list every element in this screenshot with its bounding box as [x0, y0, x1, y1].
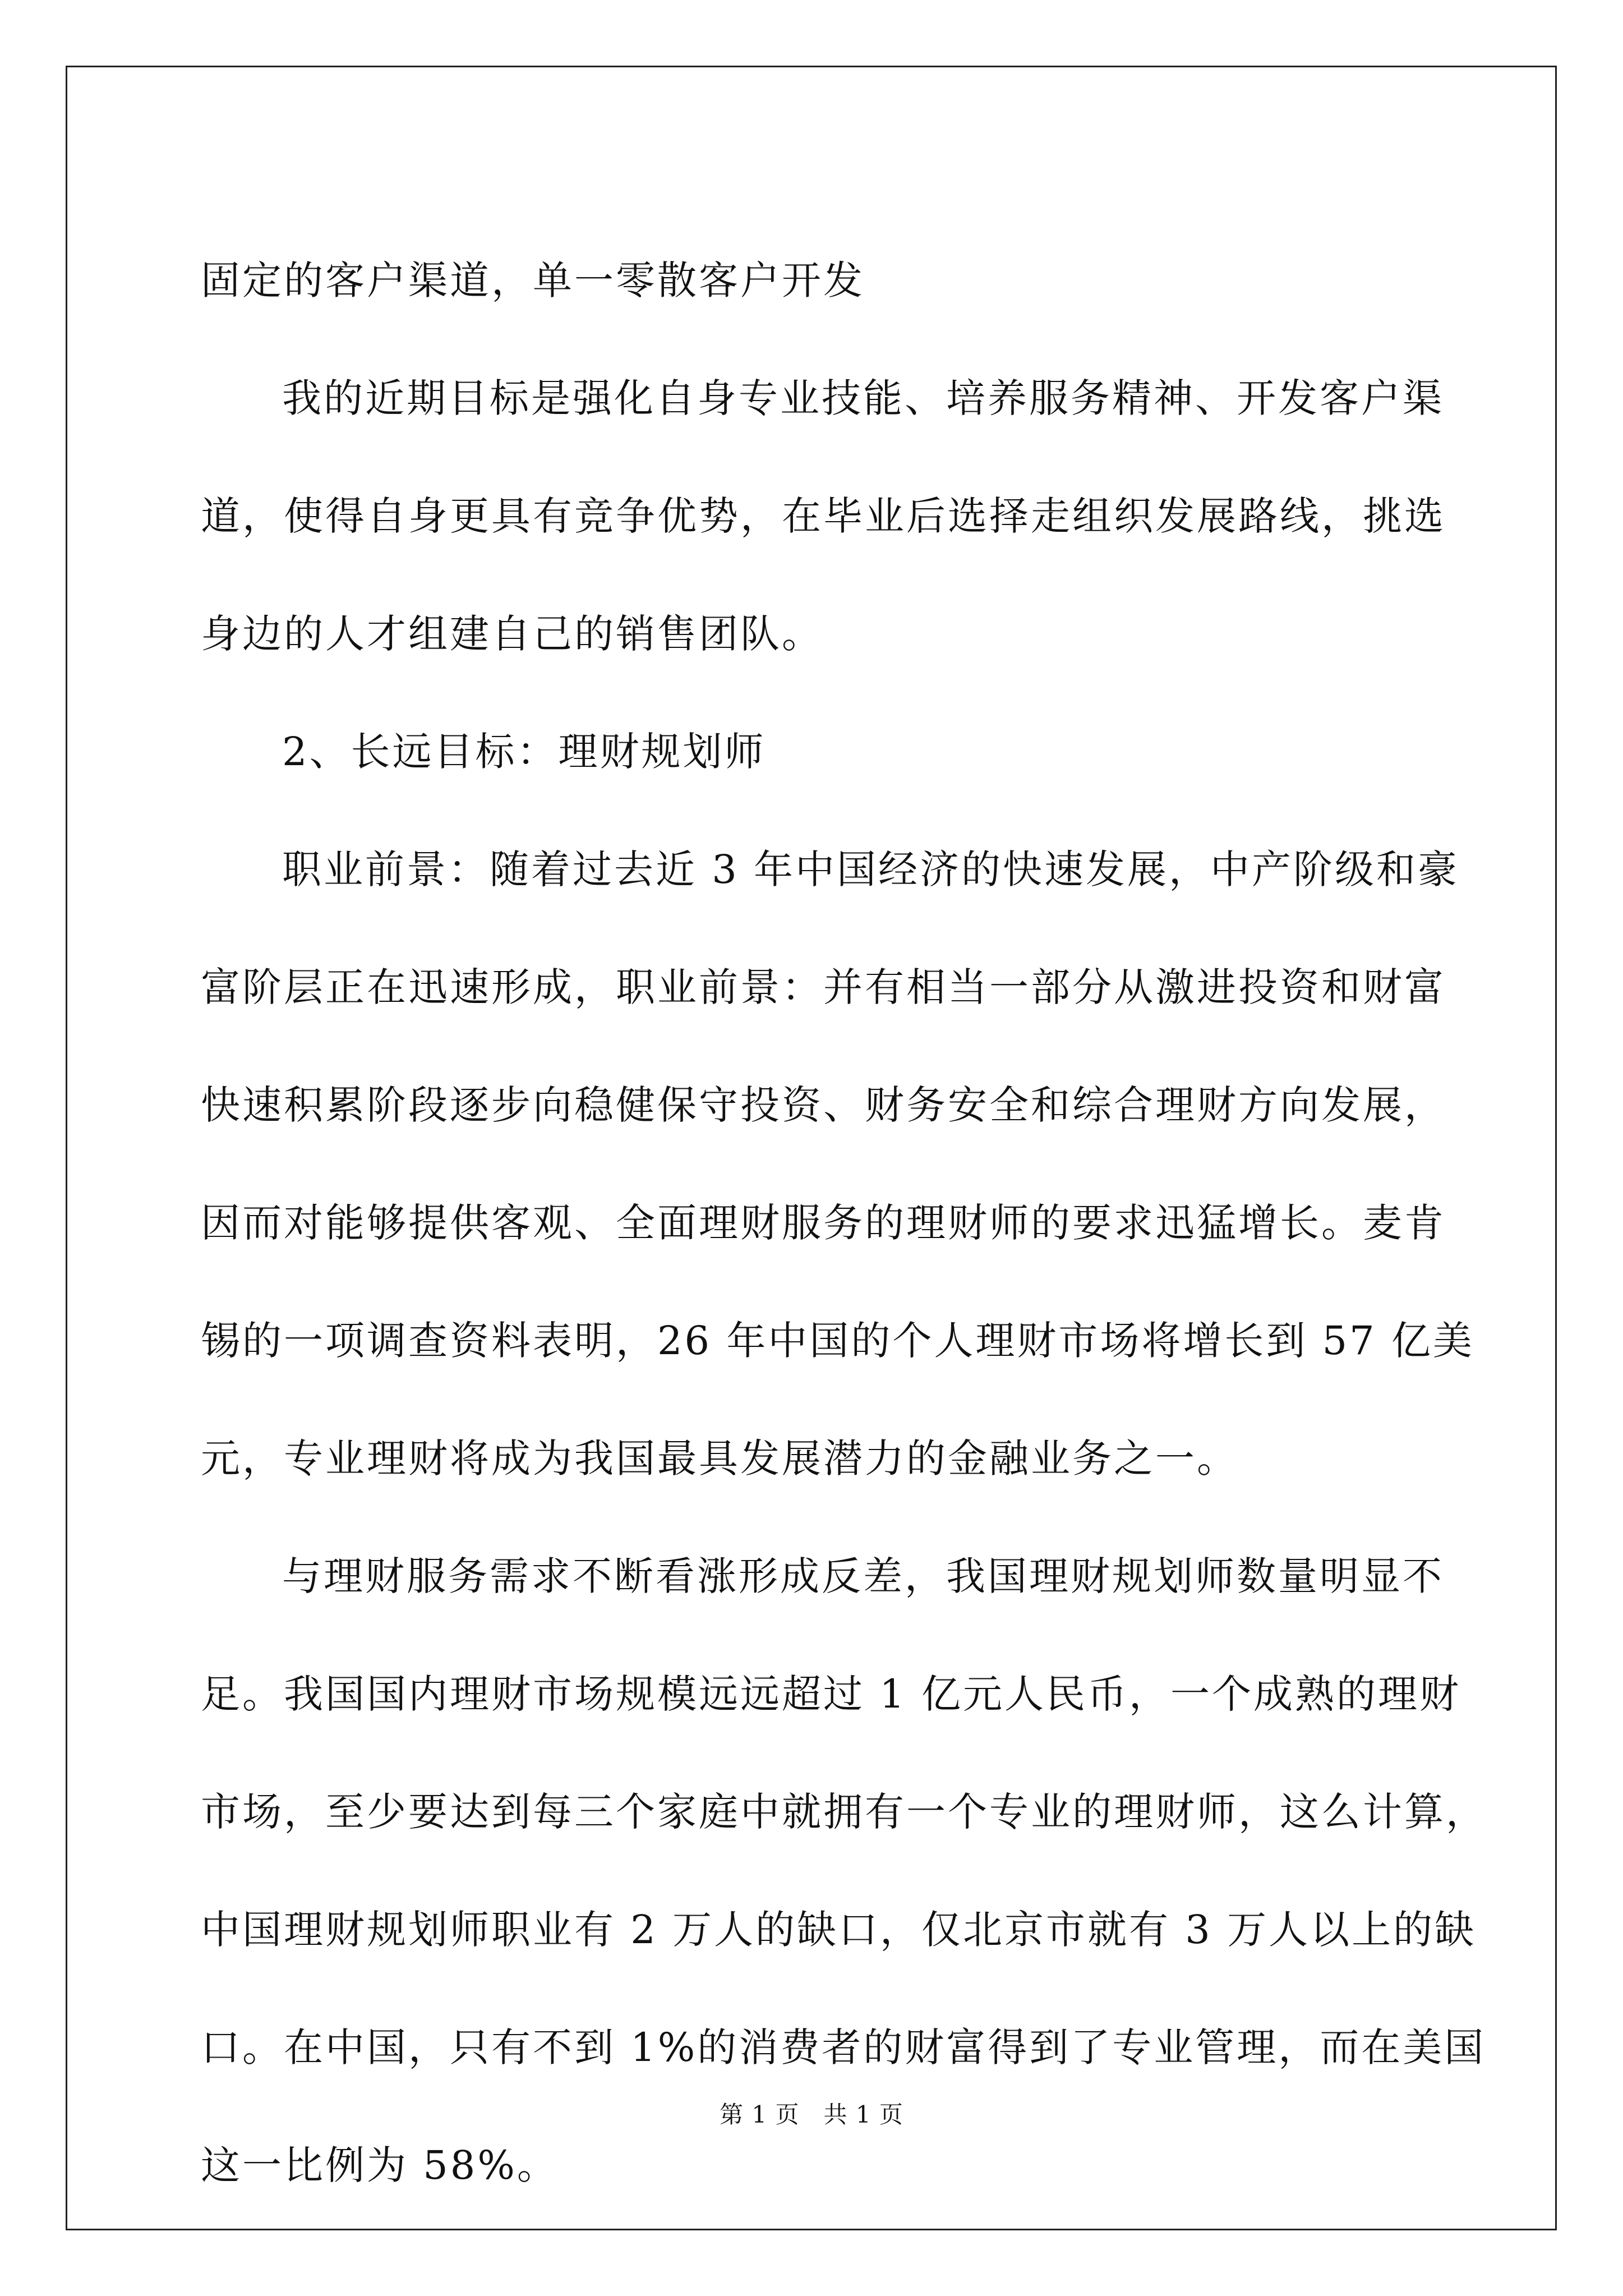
text-line: 这一比例为 58%。 [201, 2142, 559, 2188]
text-line: 中国理财规划师职业有 2 万人的缺口，仅北京市就有 3 万人以上的缺 [201, 1907, 1477, 1953]
text-line: 口。在中国，只有不到 1%的消费者的财富得到了专业管理，而在美国 [201, 2024, 1486, 2070]
text-line: 与理财服务需求不断看涨形成反差，我国理财规划师数量明显不 [282, 1553, 1444, 1599]
text-line: 因而对能够提供客观、全面理财服务的理财师的要求迅猛增长。麦肯 [201, 1200, 1446, 1246]
text-line: 足。我国国内理财市场规模远远超过 1 亿元人民币，一个成熟的理财 [201, 1671, 1461, 1717]
text-line: 市场，至少要达到每三个家庭中就拥有一个专业的理财师，这么计算， [201, 1789, 1487, 1835]
page-number-footer: 第 1 页 共 1 页 [720, 2101, 903, 2128]
text-line: 固定的客户渠道，单一零散客户开发 [201, 257, 865, 303]
text-line: 富阶层正在迅速形成，职业前景：并有相当一部分从激进投资和财富 [201, 964, 1446, 1010]
section-heading: 2、长远目标：理财规划师 [282, 729, 766, 775]
text-line: 元，专业理财将成为我国最具发展潜力的金融业务之一。 [201, 1435, 1238, 1481]
text-line: 锡的一项调查资料表明，26 年中国的个人理财市场将增长到 57 亿美 [201, 1318, 1474, 1364]
text-line: 快速积累阶段逐步向稳健保守投资、财务安全和综合理财方向发展， [201, 1082, 1446, 1128]
text-line: 职业前景：随着过去近 3 年中国经济的快速发展，中产阶级和豪 [282, 846, 1460, 892]
text-line: 道，使得自身更具有竞争优势，在毕业后选择走组织发展路线，挑选 [201, 493, 1446, 539]
text-line: 我的近期目标是强化自身专业技能、培养服务精神、开发客户渠 [282, 375, 1444, 421]
text-line: 身边的人才组建自己的销售团队。 [201, 611, 823, 657]
document-body [201, 222, 1487, 2224]
